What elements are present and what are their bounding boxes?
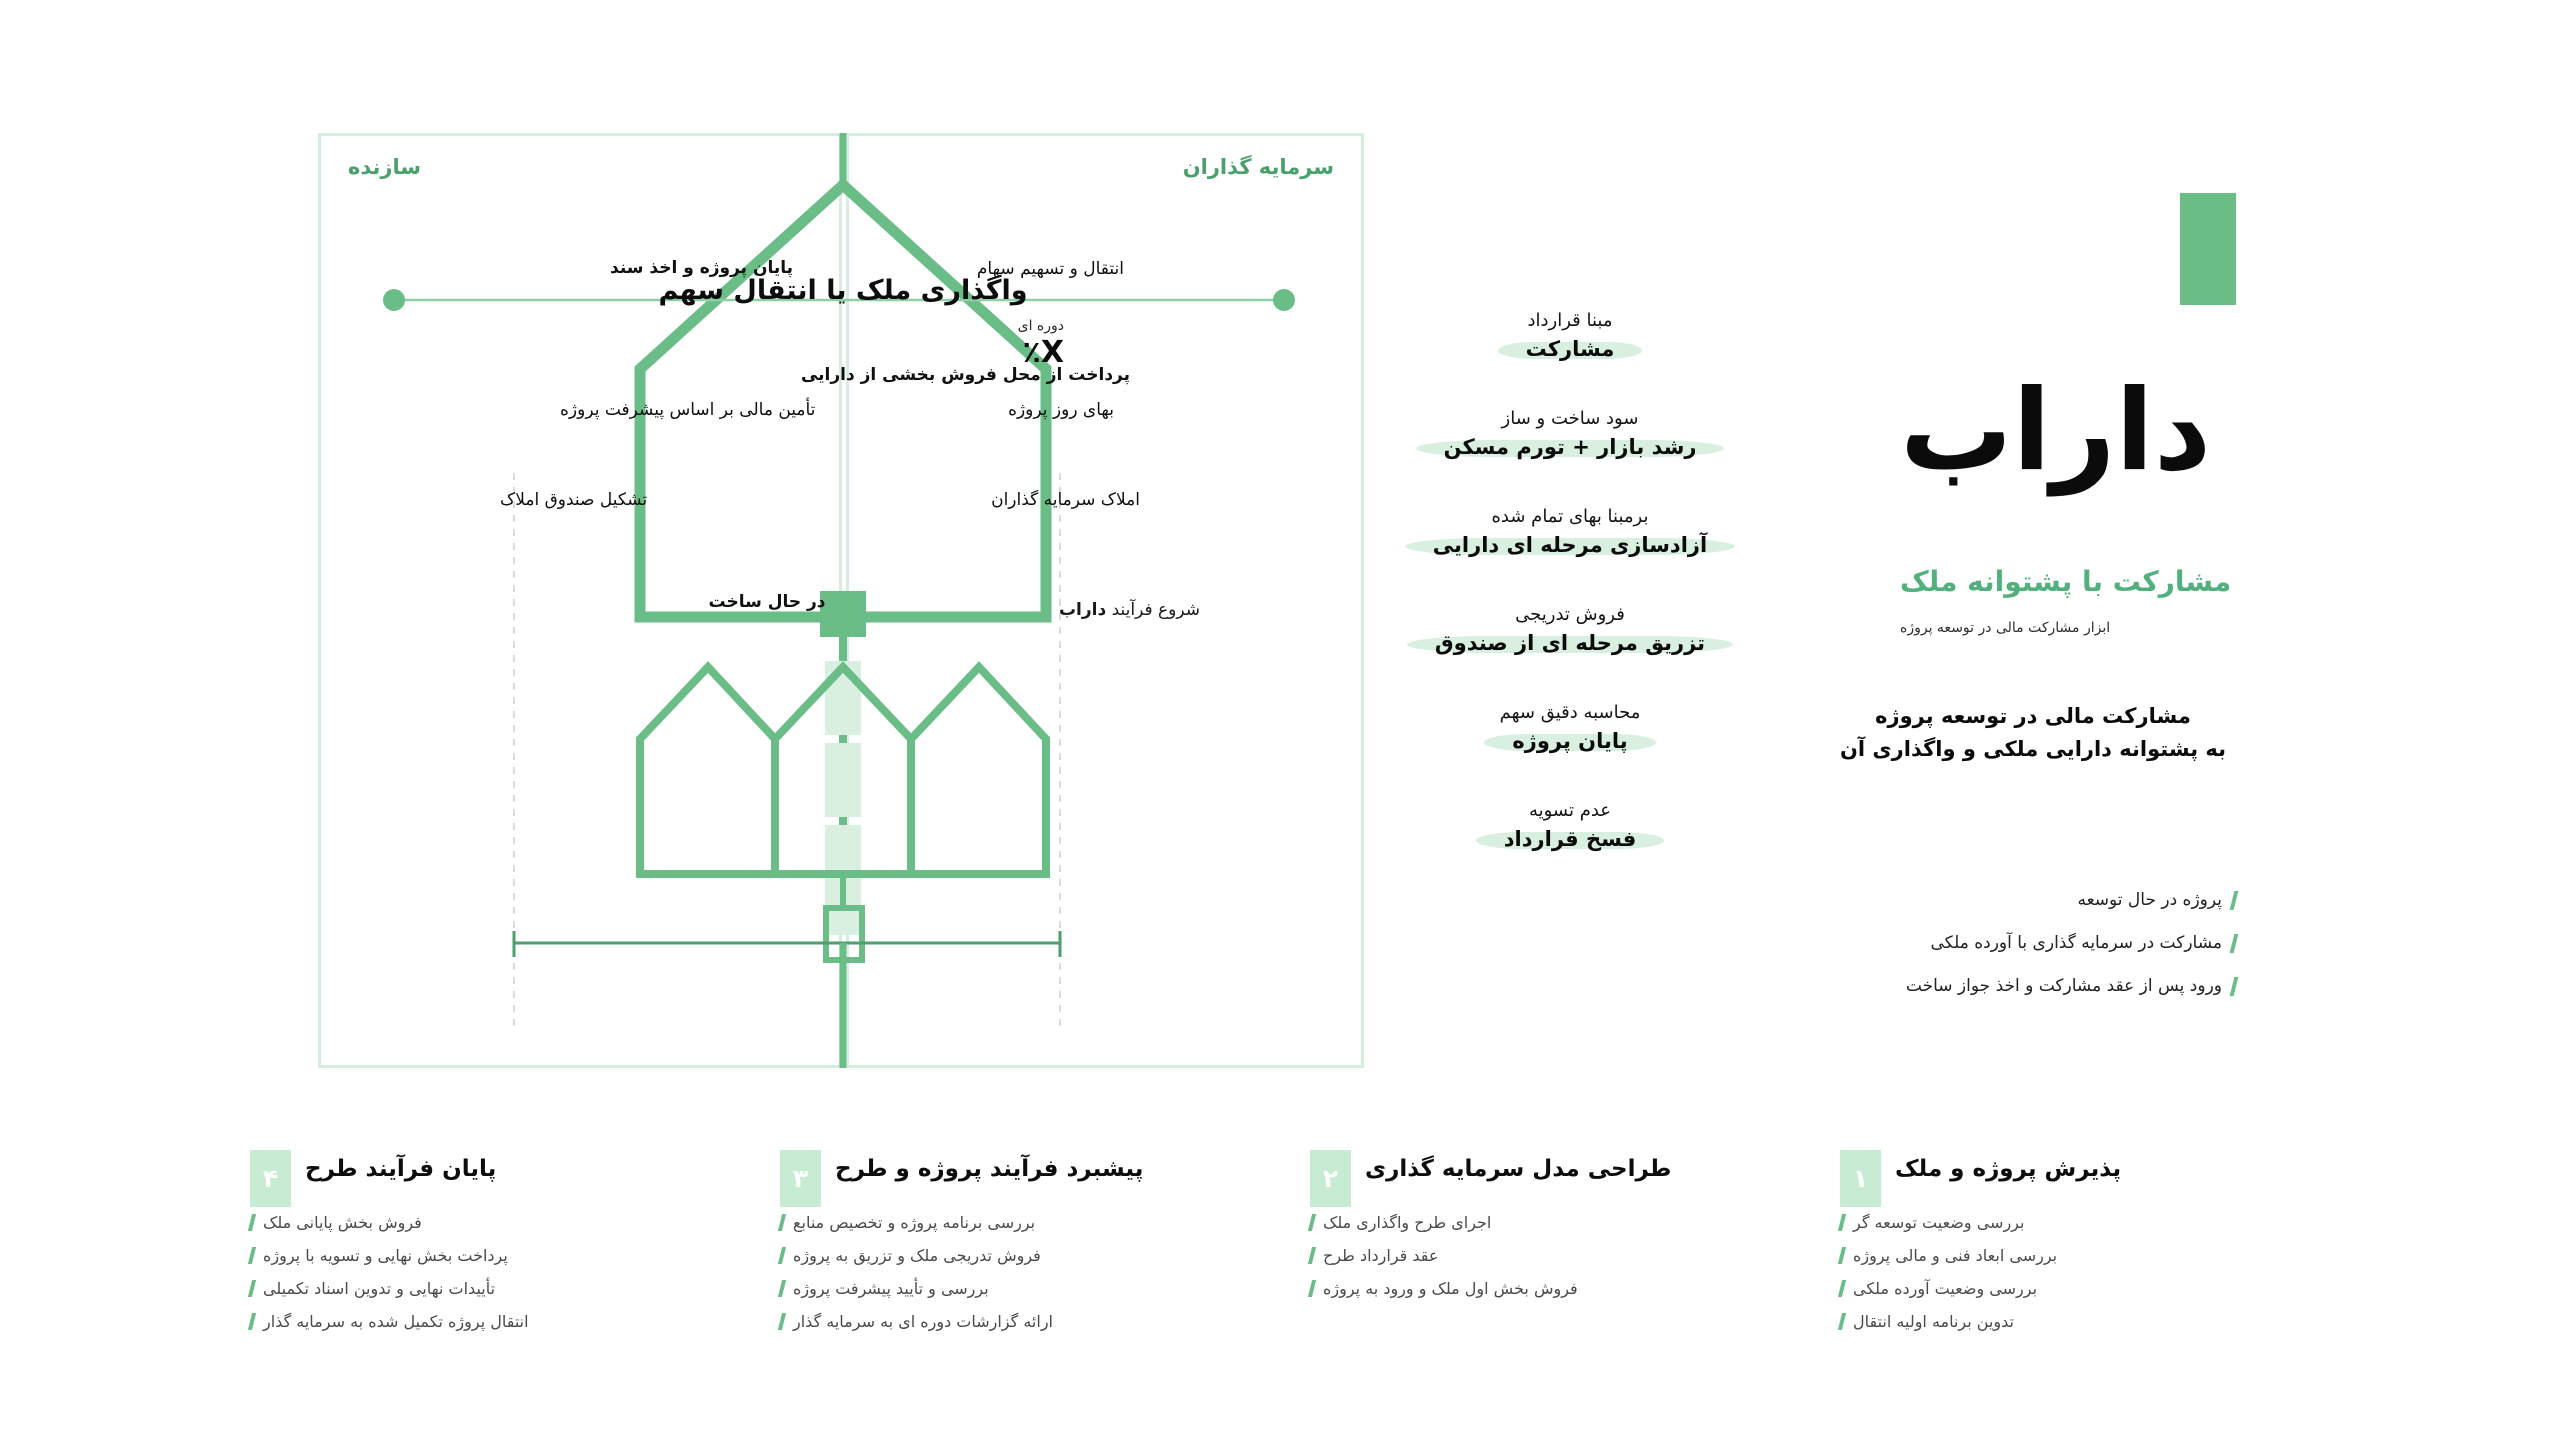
step-list-item-text: پرداخت بخش نهایی و تسویه با پروژه xyxy=(263,1246,508,1265)
label-financing-progress: تأمین مالی بر اساس پیشرفت پروژه xyxy=(560,400,816,420)
step-list-item xyxy=(1310,1246,1725,1265)
slash-bullet-icon xyxy=(2230,977,2239,996)
panel-investors-title: سرمایه گذاران xyxy=(1182,155,1334,179)
label-investors-properties: املاک سرمایه گذاران xyxy=(991,490,1140,510)
slash-bullet-icon xyxy=(248,1214,256,1231)
transfer-dot-left xyxy=(383,289,405,311)
step-list-item-text: بررسی وضعیت توسعه گر xyxy=(1853,1213,2025,1232)
brand-description-line2: به پشتوانه دارایی ملکی و واگذاری آن xyxy=(1839,736,2227,761)
slash-bullet-icon xyxy=(1838,1214,1846,1231)
mid-item-main xyxy=(1498,827,1642,851)
step-title: پذیرش پروژه و ملک xyxy=(1895,1156,2122,1182)
step-list-item xyxy=(1310,1279,1725,1298)
label-payment-from-sale: پرداخت از محل فروش بخشی از دارایی xyxy=(800,365,1130,385)
step-header xyxy=(1840,1150,2310,1207)
step-header xyxy=(250,1150,720,1207)
step-list-item-text: تدوین برنامه اولیه انتقال xyxy=(1853,1312,2014,1331)
slash-bullet-icon xyxy=(1838,1313,1846,1330)
brand-accent-bar xyxy=(2180,193,2236,305)
step-list-item-text: فروش تدریجی ملک و تزریق به پروژه xyxy=(793,1246,1041,1265)
step-title: پیشبرد فرآیند پروژه و طرح xyxy=(835,1156,1144,1182)
mid-item-main xyxy=(1520,337,1621,361)
step-list-item xyxy=(780,1246,1195,1265)
steps-row xyxy=(250,1150,2310,1410)
slash-bullet-icon xyxy=(248,1313,256,1330)
middle-column xyxy=(1420,310,1720,898)
step-list-item-text: بررسی و تأیید پیشرفت پروژه xyxy=(793,1279,989,1298)
step-list-item xyxy=(1310,1213,1725,1232)
mid-item-main-text: تزریق مرحله ای از صندوق xyxy=(1434,631,1706,655)
step-list-item xyxy=(1840,1279,2255,1298)
step-list-item xyxy=(250,1246,665,1265)
step-column-4 xyxy=(250,1150,720,1345)
mid-item-main-text: فسخ قرارداد xyxy=(1503,827,1637,851)
slash-bullet-icon xyxy=(248,1280,256,1297)
slash-bullet-icon xyxy=(778,1313,786,1330)
slash-bullet-icon xyxy=(1308,1247,1316,1264)
label-share-transfer: انتقال و تسهیم سهام xyxy=(976,259,1124,279)
mid-item-main-text: مشارکت xyxy=(1525,337,1615,361)
mid-item-main xyxy=(1427,533,1713,557)
brand-bullet-item xyxy=(1780,890,2236,910)
step-list-item xyxy=(780,1312,1195,1331)
mid-item-main-text: رشد بازار + تورم مسکن xyxy=(1443,435,1697,459)
step-list-item-text: عقد قرارداد طرح xyxy=(1323,1246,1439,1265)
brand-subtitle: مشارکت با پشتوانه ملک xyxy=(1900,565,2232,598)
step-number-badge: ۲ xyxy=(1310,1150,1351,1207)
step-list-item xyxy=(250,1279,665,1298)
step-list-item-text: بررسی برنامه پروژه و تخصیص منابع xyxy=(793,1213,1036,1232)
step-column-2 xyxy=(1310,1150,1780,1312)
step-list-item-text: اجرای طرح واگذاری ملک xyxy=(1323,1213,1492,1232)
step-item-list xyxy=(780,1213,1250,1331)
mid-item xyxy=(1420,800,1720,851)
label-form-realestate-fund: تشکیل صندوق املاک xyxy=(500,490,648,510)
brand-bullet-text: پروژه در حال توسعه xyxy=(2077,890,2222,910)
step-column-3 xyxy=(780,1150,1250,1345)
step-list-item xyxy=(250,1213,665,1232)
step-list-item-text: تأییدات نهایی و تدوین اسناد تکمیلی xyxy=(263,1279,496,1298)
label-process-start xyxy=(920,600,1200,620)
brand-bullet-item xyxy=(1780,933,2236,953)
step-number-badge: ۴ xyxy=(250,1150,291,1207)
label-process-start-brand: داراب xyxy=(1058,600,1107,620)
brand-description-line1: مشارکت مالی در توسعه پروژه xyxy=(1875,704,2191,728)
step-number-badge: ۱ xyxy=(1840,1150,1881,1207)
brand-bullet-item xyxy=(1780,976,2236,996)
label-daily-project-price: بهای روز پروژه xyxy=(1008,400,1114,420)
step-header xyxy=(780,1150,1250,1207)
brand-logo: داراب xyxy=(1900,366,2212,496)
slash-bullet-icon xyxy=(1838,1280,1846,1297)
trunk-bar-2 xyxy=(825,743,861,817)
slash-bullet-icon xyxy=(1838,1247,1846,1264)
mid-item xyxy=(1420,604,1720,655)
mid-item-sub: سود ساخت و ساز xyxy=(1501,408,1639,429)
mid-item-main-text: پایان پروژه xyxy=(1512,729,1628,753)
mid-item xyxy=(1420,702,1720,753)
mid-item-sub: محاسبه دقیق سهم xyxy=(1499,702,1641,723)
step-list-item-text: انتقال پروژه تکمیل شده به سرمایه گذار xyxy=(263,1312,529,1331)
step-list-item-text: فروش بخش پایانی ملک xyxy=(263,1213,422,1232)
step-number-badge: ۳ xyxy=(780,1150,821,1207)
brand-bullet-text: مشارکت در سرمایه گذاری با آورده ملکی xyxy=(1930,933,2222,953)
step-item-list xyxy=(250,1213,720,1331)
step-list-item-text: ارائه گزارشات دوره ای به سرمایه گذار xyxy=(793,1312,1053,1331)
house-main-label: واگذاری ملک یا انتقال سهم xyxy=(658,275,1028,306)
mid-item-sub: برمبنا بهای تمام شده xyxy=(1491,506,1649,527)
slash-bullet-icon xyxy=(778,1280,786,1297)
mid-item-main-text: آزادسازی مرحله ای دارایی xyxy=(1432,533,1708,557)
step-list-item xyxy=(250,1312,665,1331)
label-x-percent: X٪ xyxy=(1022,335,1064,370)
slash-bullet-icon xyxy=(2230,891,2239,910)
mid-item-sub: مبنا قرارداد xyxy=(1527,310,1613,331)
transfer-dot-right xyxy=(1273,289,1295,311)
step-title: پایان فرآیند طرح xyxy=(305,1156,497,1182)
mid-item-main xyxy=(1429,631,1711,655)
brand-bullet-text: ورود پس از عقد مشارکت و اخذ جواز ساخت xyxy=(1905,976,2222,996)
step-list-item xyxy=(1840,1213,2255,1232)
brand-tagline: ابزار مشارکت مالی در توسعه پروژه xyxy=(1900,620,2111,636)
mid-item-sub: فروش تدریجی xyxy=(1515,604,1625,625)
step-header xyxy=(1310,1150,1780,1207)
step-item-list xyxy=(1310,1213,1780,1298)
step-list-item-text: فروش بخش اول ملک و ورود به پروژه xyxy=(1323,1279,1578,1298)
mid-item-main xyxy=(1506,729,1633,753)
step-list-item xyxy=(1840,1246,2255,1265)
step-list-item-text: بررسی ابعاد فنی و مالی پروژه xyxy=(1853,1246,2058,1265)
brand-description xyxy=(1830,700,2236,765)
label-periodic: دوره ای xyxy=(1017,318,1064,334)
brand-bullet-list xyxy=(1780,890,2236,1019)
slash-bullet-icon xyxy=(778,1247,786,1264)
step-column-1 xyxy=(1840,1150,2310,1345)
mid-item xyxy=(1420,408,1720,459)
mid-item-sub: عدم تسویه xyxy=(1528,800,1612,821)
label-process-start-prefix: شروع فرآیند xyxy=(1106,600,1200,620)
step-item-list xyxy=(1840,1213,2310,1331)
slash-bullet-icon xyxy=(778,1214,786,1231)
slash-bullet-icon xyxy=(248,1247,256,1264)
step-list-item xyxy=(1840,1312,2255,1331)
mid-item-main xyxy=(1438,435,1703,459)
label-project-end-deed: پایان پروژه و اخذ سند xyxy=(610,258,794,278)
panel-builder-title: سازنده xyxy=(348,155,422,179)
slash-bullet-icon xyxy=(2230,934,2239,953)
step-list-item xyxy=(780,1279,1195,1298)
mid-item xyxy=(1420,506,1720,557)
step-title: طراحی مدل سرمایه گذاری xyxy=(1365,1156,1672,1182)
label-under-construction: در حال ساخت xyxy=(708,592,826,612)
slash-bullet-icon xyxy=(1308,1214,1316,1231)
mid-item xyxy=(1420,310,1720,361)
step-list-item-text: بررسی وضعیت آورده ملکی xyxy=(1853,1279,2038,1298)
slash-bullet-icon xyxy=(1308,1280,1316,1297)
step-list-item xyxy=(780,1213,1195,1232)
